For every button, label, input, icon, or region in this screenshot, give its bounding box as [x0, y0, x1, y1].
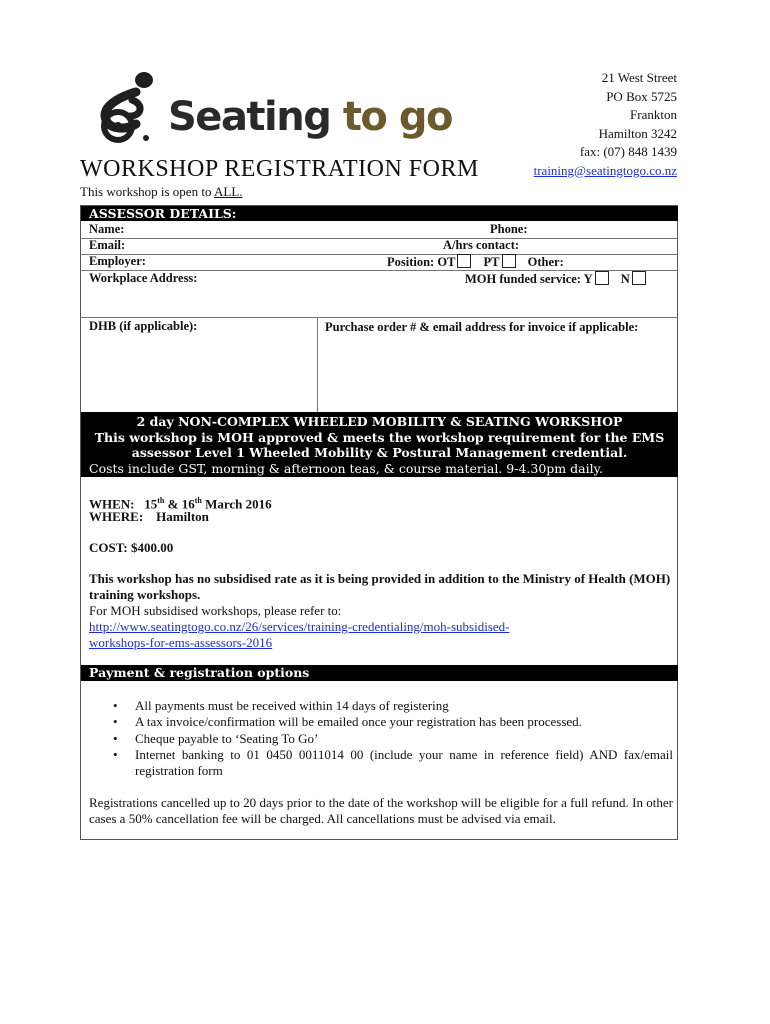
- email-row[interactable]: [81, 238, 678, 254]
- workshop-approval-line: This workshop is MOH approved & meets the workshop requirement for the EMS: [94, 429, 665, 445]
- where-line: [89, 509, 209, 525]
- logo-wordmark: [168, 94, 452, 140]
- name-label: Name:: [89, 222, 125, 236]
- workplace-address-label: Workplace Address:: [89, 271, 198, 285]
- payment-header-text: Payment & registration options: [89, 665, 310, 680]
- cancellation-policy: Registrations cancelled up to 20 days prior to the date of the workshop will be eligible for a full refund. In other cases a 50% cancellation fee will be charged. All cancellations must be advised via email.: [89, 795, 673, 827]
- email-label: Email:: [89, 238, 126, 252]
- workshop-credential-line: assessor Level 1 Wheeled Mobility & Postural Management credential.: [131, 445, 628, 460]
- when-day2-suffix: th: [194, 496, 202, 505]
- employer-row[interactable]: [81, 254, 678, 270]
- divider: [80, 317, 678, 318]
- moh-funded-label: MOH funded service: Y: [465, 272, 593, 286]
- logo-brand-suffix: to go: [342, 94, 452, 140]
- list-item: • All payments must be received within 14 days of registering: [89, 698, 673, 714]
- list-item: • A tax invoice/confirmation will be emailed once your registration has been processed.: [89, 714, 673, 730]
- where-label: WHERE:: [89, 509, 144, 524]
- list-item: • Cheque payable to ‘Seating To Go’: [89, 731, 673, 747]
- wheelchair-person-icon: [92, 70, 172, 150]
- dhb-label: DHB (if applicable):: [89, 319, 198, 333]
- cost-line: COST: $400.00: [89, 540, 174, 555]
- assessor-details-header: [81, 206, 678, 221]
- logo-brand-text: Seating: [168, 94, 331, 140]
- pt-checkbox[interactable]: [502, 254, 516, 268]
- address-line-city: Hamilton 3242: [598, 125, 677, 141]
- page-title: WORKSHOP REGISTRATION FORM: [80, 156, 479, 182]
- open-to-prefix: This workshop is open to: [80, 184, 214, 199]
- where-value: Hamilton: [156, 509, 209, 524]
- address-fax: fax: (07) 848 1439: [579, 144, 677, 159]
- moh-no-label: N: [620, 272, 630, 286]
- phone-label: Phone:: [490, 222, 528, 236]
- workshop-header: [81, 412, 678, 477]
- workshop-title: 2 day NON-COMPLEX WHEELED MOBILITY & SEATING WORKSHOP: [136, 414, 623, 429]
- address-line-pobox: PO Box 5725: [606, 88, 677, 104]
- open-to-value: ALL.: [213, 184, 243, 199]
- position-group: [387, 254, 564, 270]
- address-line-suburb: Frankton: [630, 107, 677, 122]
- position-ot-label: Position: OT: [387, 255, 456, 269]
- workplace-address-row[interactable]: [81, 271, 678, 317]
- contact-email-link[interactable]: training@seatingtogo.co.nz: [533, 162, 677, 178]
- subsidy-note: This workshop has no subsidised rate as it is being provided in addition to the Ministry of Health (MOH) training workshops.: [89, 571, 671, 602]
- position-other-label: Other:: [527, 255, 564, 269]
- moh-no-checkbox[interactable]: [632, 271, 646, 285]
- moh-funded-group: [465, 271, 649, 287]
- address-line-street: 21 West Street: [601, 70, 677, 85]
- when-day1: 15: [144, 496, 158, 512]
- open-to-note: [80, 184, 243, 200]
- refer-note: For MOH subsidised workshops, please refer to:: [89, 603, 342, 618]
- list-item: • Internet banking to 01 0450 0011014 00 (include your name in reference field) AND fax/email registration form: [89, 747, 673, 780]
- contact-address: [534, 69, 677, 180]
- payment-options-header: [81, 665, 678, 681]
- assessor-header-text: ASSESSOR DETAILS:: [89, 206, 237, 221]
- position-pt-label: PT: [483, 255, 500, 269]
- employer-label: Employer:: [89, 254, 146, 268]
- when-day1-suffix: th: [157, 496, 165, 505]
- name-row[interactable]: [81, 222, 678, 238]
- moh-yes-checkbox[interactable]: [595, 271, 609, 285]
- when-day2: & 16: [164, 496, 195, 512]
- ot-checkbox[interactable]: [457, 254, 471, 268]
- workshop-url-link[interactable]: [89, 619, 509, 651]
- ahrs-contact-label: A/hrs contact:: [443, 238, 520, 252]
- workshop-costs-line: Costs include GST, morning & afternoon teas, & course material. 9-4.30pm daily.: [89, 460, 603, 476]
- workshop-url-line1[interactable]: http://www.seatingtogo.co.nz/26/services/training-credentialing/moh-subsidised-: [89, 619, 510, 634]
- purchase-order-label: Purchase order # & email address for invoice if applicable:: [325, 320, 639, 334]
- workshop-url-line2[interactable]: workshops-for-ems-assessors-2016: [89, 635, 273, 650]
- when-label: WHEN:: [89, 496, 135, 512]
- when-month-year: March 2016: [201, 496, 272, 512]
- dhb-purchase-order-row[interactable]: [81, 319, 678, 411]
- payment-options-list: [89, 698, 673, 779]
